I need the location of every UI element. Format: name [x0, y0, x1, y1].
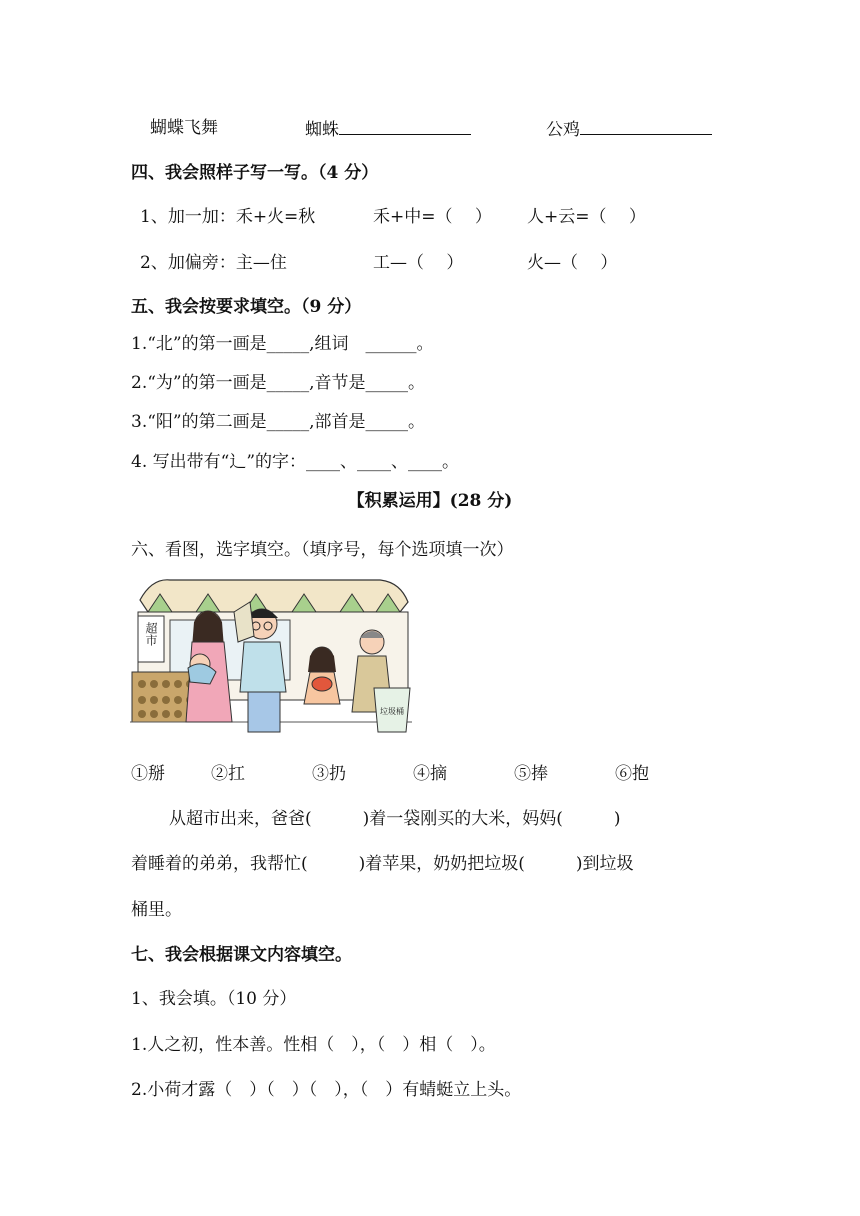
sec4-q1-blank-1[interactable]: 禾+中=（ ） — [373, 207, 492, 227]
sec5-question-2[interactable]: 2.“为”的第一画是_____,音节是_____。 — [131, 373, 426, 393]
sec5-question-1[interactable]: 1.“北”的第一画是_____,组词 ______。 — [131, 334, 434, 354]
sec4-q2-blank-2[interactable]: 火—（ ） — [527, 253, 618, 273]
sec4-q1-example: 1、加一加：禾+火=秋 — [140, 207, 316, 227]
option-3: ③扔 — [312, 764, 346, 784]
fill-paragraph-line-1[interactable]: 从超市出来，爸爸( )着一袋刚买的大米，妈妈( ) — [169, 809, 621, 829]
answer-blank[interactable] — [580, 116, 712, 135]
fill-paragraph-line-2[interactable]: 着睡着的弟弟，我帮忙( )着苹果，奶奶把垃圾( )到垃圾 — [131, 854, 634, 874]
section-7-title: 七、我会根据课文内容填空。 — [131, 945, 352, 965]
sec4-q1-blank-2[interactable]: 人+云=（ ） — [527, 207, 646, 227]
option-5: ⑤捧 — [514, 764, 548, 784]
option-1: ①掰 — [131, 764, 165, 784]
phrase-item-1-label: 蜘蛛 — [305, 120, 339, 140]
sec4-q2-blank-1[interactable]: 工—（ ） — [373, 253, 464, 273]
sec5-question-4[interactable]: 4. 写出带有“辶”的字：____、____、____。 — [131, 452, 460, 472]
sec7-question-1[interactable]: 1.人之初，性本善。性相（ ），（ ）相（ ）。 — [131, 1035, 496, 1055]
answer-blank[interactable] — [339, 116, 471, 135]
sec5-question-3[interactable]: 3.“阳”的第二画是_____,部首是_____。 — [131, 412, 426, 432]
sec7-question-2[interactable]: 2.小荷才露（ ）（ ）（ ），（ ）有蜻蜓立上头。 — [131, 1080, 522, 1100]
option-6: ⑥抱 — [615, 764, 649, 784]
trash-bin-text: 垃圾桶 — [380, 707, 404, 716]
option-4: ④摘 — [413, 764, 447, 784]
section-5-title: 五、我会按要求填空。（9 分） — [131, 297, 362, 317]
phrase-item-2 — [546, 116, 712, 142]
section-7-subtitle: 1、我会填。（10 分） — [131, 989, 297, 1009]
phrase-item-2-label: 公鸡 — [546, 120, 580, 140]
shop-sign-text: 超市 — [144, 622, 158, 646]
fill-paragraph-line-3: 桶里。 — [131, 900, 182, 920]
family-shopping-illustration — [130, 572, 412, 742]
part-title: 【积累运用】(28 分) — [347, 491, 513, 511]
option-2: ②扛 — [211, 764, 245, 784]
example-phrase: 蝴蝶飞舞 — [150, 118, 218, 138]
section-6-title: 六、看图，选字填空。（填序号，每个选项填一次） — [131, 540, 514, 560]
sec4-q2-example: 2、加偏旁：主—住 — [140, 253, 287, 273]
phrase-item-1 — [305, 116, 471, 142]
section-4-title: 四、我会照样子写一写。（4 分） — [131, 163, 379, 183]
